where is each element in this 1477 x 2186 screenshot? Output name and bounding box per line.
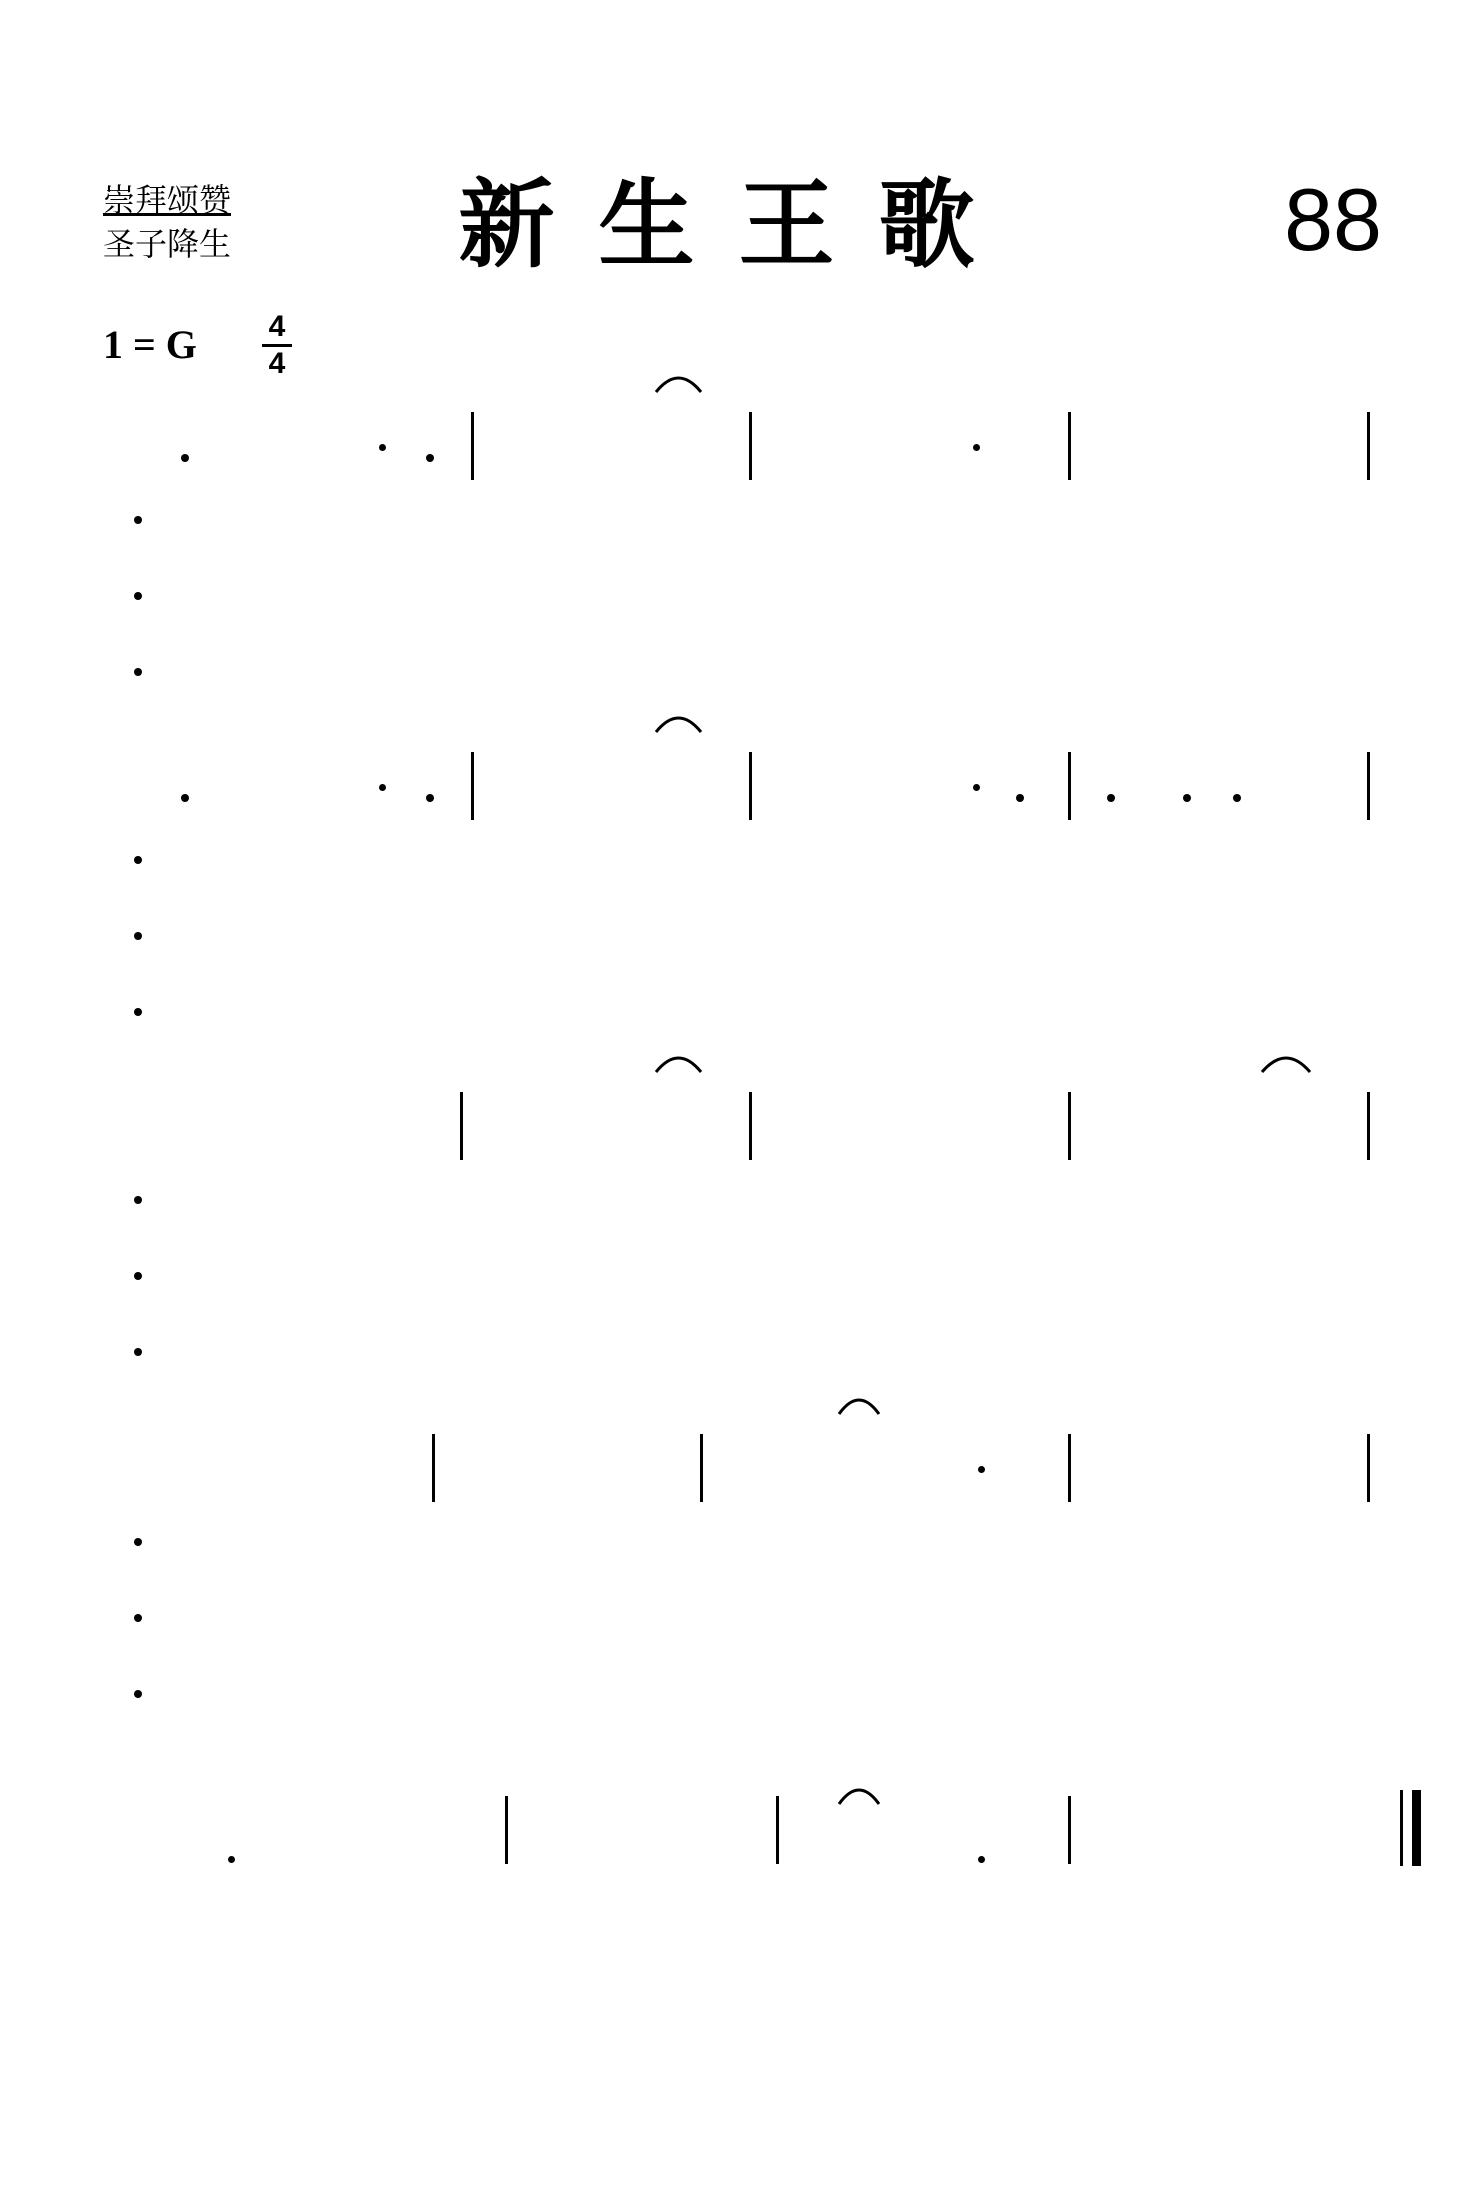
augmentation-dot <box>976 1854 986 1864</box>
barline <box>1068 752 1071 820</box>
category-label-1: 崇拜颂赞 <box>103 181 232 219</box>
barline <box>432 1434 435 1502</box>
verse-number-dot <box>134 668 142 676</box>
lower-octave-dot <box>1233 794 1241 802</box>
augmentation-dot <box>971 782 981 792</box>
barline <box>1367 1092 1370 1160</box>
tie-arc <box>656 378 701 392</box>
barline <box>471 752 474 820</box>
time-signature-top: 4 <box>268 310 286 343</box>
lower-octave-dot <box>426 454 434 462</box>
verse-number-dot <box>134 1614 142 1622</box>
verse-number-dot <box>134 592 142 600</box>
verse-number-dot <box>134 1690 142 1698</box>
barline <box>460 1092 463 1160</box>
tie-arc <box>839 1400 879 1414</box>
hymn-title: 新生王歌 <box>458 168 1019 281</box>
verse-number-dot <box>134 1348 142 1356</box>
verse-number-dot <box>134 1008 142 1016</box>
lower-octave-dot <box>426 794 434 802</box>
lower-octave-dot <box>1183 794 1191 802</box>
augmentation-dot <box>976 1464 986 1474</box>
time-signature-bottom: 4 <box>268 347 286 380</box>
verse-number-dot <box>134 516 142 524</box>
verse-number-dot <box>134 1196 142 1204</box>
barline <box>749 412 752 480</box>
barline <box>749 1092 752 1160</box>
augmentation-dot <box>971 442 981 452</box>
barline <box>1068 1434 1071 1502</box>
verse-number-dot <box>134 932 142 940</box>
barline <box>700 1434 703 1502</box>
barline <box>471 412 474 480</box>
barline <box>1367 752 1370 820</box>
barline <box>1068 412 1071 480</box>
tie-arc <box>839 1790 879 1804</box>
augmentation-dot <box>226 1854 236 1864</box>
hymn-number: 88 <box>1284 170 1382 269</box>
key-signature: 1 = G <box>103 322 197 367</box>
barline <box>1367 412 1370 480</box>
tie-arc <box>656 1058 701 1072</box>
category-label-2: 圣子降生 <box>103 225 232 263</box>
final-barline-thin <box>1400 1790 1403 1866</box>
barline <box>749 752 752 820</box>
lower-octave-dot <box>181 794 189 802</box>
verse-number-dot <box>134 1538 142 1546</box>
barline <box>505 1796 508 1864</box>
lower-octave-dot <box>1016 794 1024 802</box>
final-barline-thick <box>1412 1790 1421 1866</box>
tie-arc <box>656 718 701 732</box>
tie-arc <box>1262 1058 1310 1072</box>
barline <box>1367 1434 1370 1502</box>
lower-octave-dot <box>181 454 189 462</box>
barline <box>1068 1796 1071 1864</box>
augmentation-dot <box>377 442 387 452</box>
verse-number-dot <box>134 856 142 864</box>
barline <box>776 1796 779 1864</box>
lower-octave-dot <box>1107 794 1115 802</box>
barline <box>1068 1092 1071 1160</box>
augmentation-dot <box>377 782 387 792</box>
time-signature <box>262 312 292 379</box>
verse-number-dot <box>134 1272 142 1280</box>
